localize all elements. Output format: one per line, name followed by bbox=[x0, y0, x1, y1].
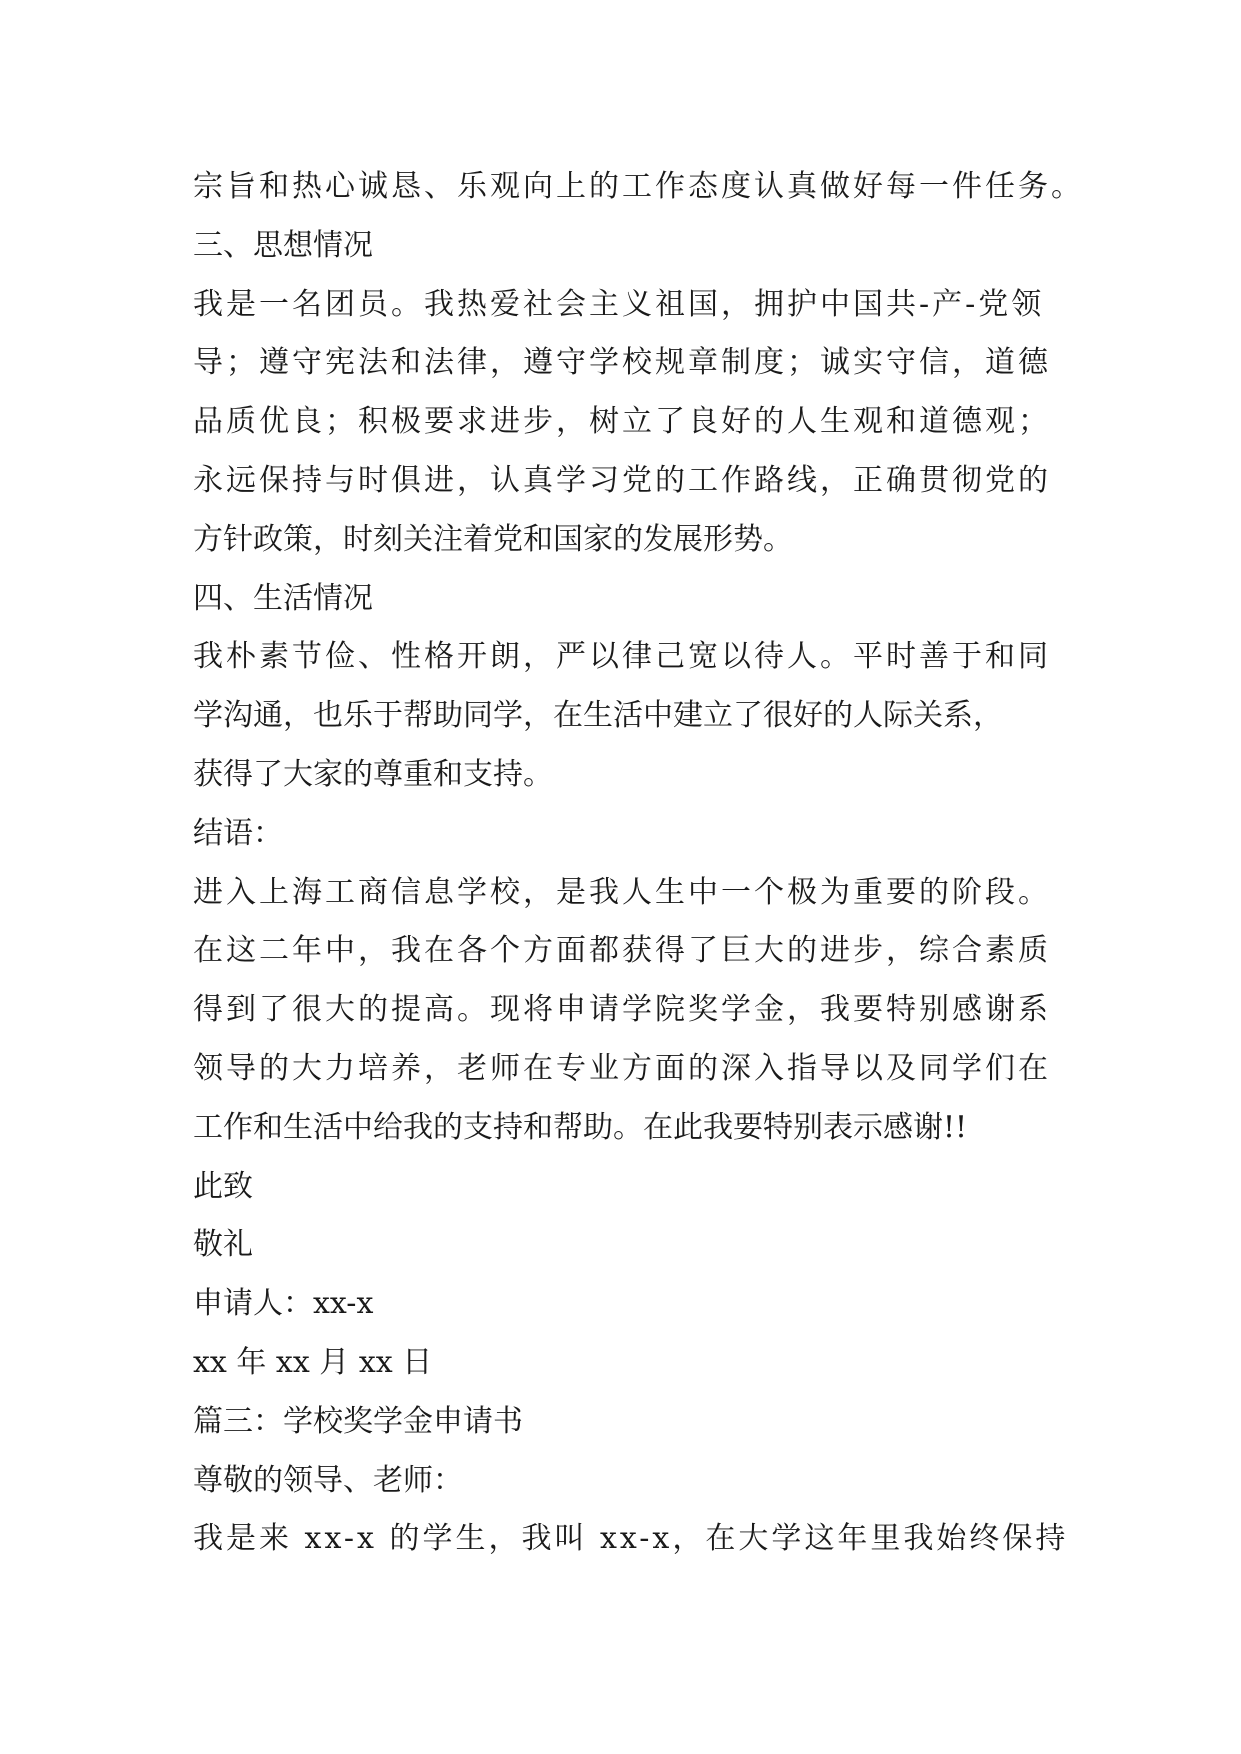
paragraph-line: 我朴素节俭、性格开朗，严以律己宽以待人。平时善于和同 bbox=[193, 639, 1051, 675]
chapter-heading: 篇三：学校奖学金申请书 bbox=[193, 1403, 523, 1439]
document-body bbox=[193, 158, 1093, 1569]
paragraph-line: 工作和生活中给我的支持和帮助。在此我要特别表示感谢!! bbox=[193, 1109, 968, 1145]
paragraph-line: 得到了很大的提高。现将申请学院奖学金，我要特别感谢系 bbox=[193, 992, 1051, 1028]
paragraph-line: 宗旨和热心诚恳、乐观向上的工作态度认真做好每一件任务。 bbox=[193, 169, 1084, 204]
section-heading-conclusion: 结语： bbox=[193, 815, 283, 851]
closing-regards: 敬礼 bbox=[193, 1227, 253, 1263]
paragraph-line: 永远保持与时俱进，认真学习党的工作路线，正确贯彻党的 bbox=[193, 462, 1051, 498]
paragraph-line: 导；遵守宪法和法律，遵守学校规章制度；诚实守信，道德 bbox=[193, 345, 1051, 381]
paragraph-line: 我是来 xx-x 的学生，我叫 xx-x，在大学这年里我始终保持 bbox=[193, 1521, 1069, 1557]
letter-greeting: 尊敬的领导、老师： bbox=[193, 1462, 463, 1498]
signature-date: xx 年 xx 月 xx 日 bbox=[193, 1344, 433, 1380]
paragraph-line: 获得了大家的尊重和支持。 bbox=[193, 756, 553, 792]
paragraph-line: 我是一名团员。我热爱社会主义祖国，拥护中国共-产-党领 bbox=[193, 286, 1045, 322]
paragraph-line: 方针政策，时刻关注着党和国家的发展形势。 bbox=[193, 521, 793, 557]
closing-salutation: 此致 bbox=[193, 1168, 253, 1204]
paragraph-line: 领导的大力培养，老师在专业方面的深入指导以及同学们在 bbox=[193, 1050, 1051, 1086]
paragraph-line: 进入上海工商信息学校，是我人生中一个极为重要的阶段。 bbox=[193, 874, 1051, 910]
paragraph-line: 品质优良；积极要求进步，树立了良好的人生观和道德观； bbox=[193, 404, 1051, 440]
applicant-signature: 申请人：xx-x bbox=[193, 1286, 374, 1322]
paragraph-line: 在这二年中，我在各个方面都获得了巨大的进步，综合素质 bbox=[193, 933, 1051, 969]
paragraph-line: 学沟通，也乐于帮助同学，在生活中建立了很好的人际关系， bbox=[193, 698, 1003, 734]
section-heading-thoughts: 三、思想情况 bbox=[193, 227, 373, 263]
section-heading-life: 四、生活情况 bbox=[193, 580, 373, 616]
